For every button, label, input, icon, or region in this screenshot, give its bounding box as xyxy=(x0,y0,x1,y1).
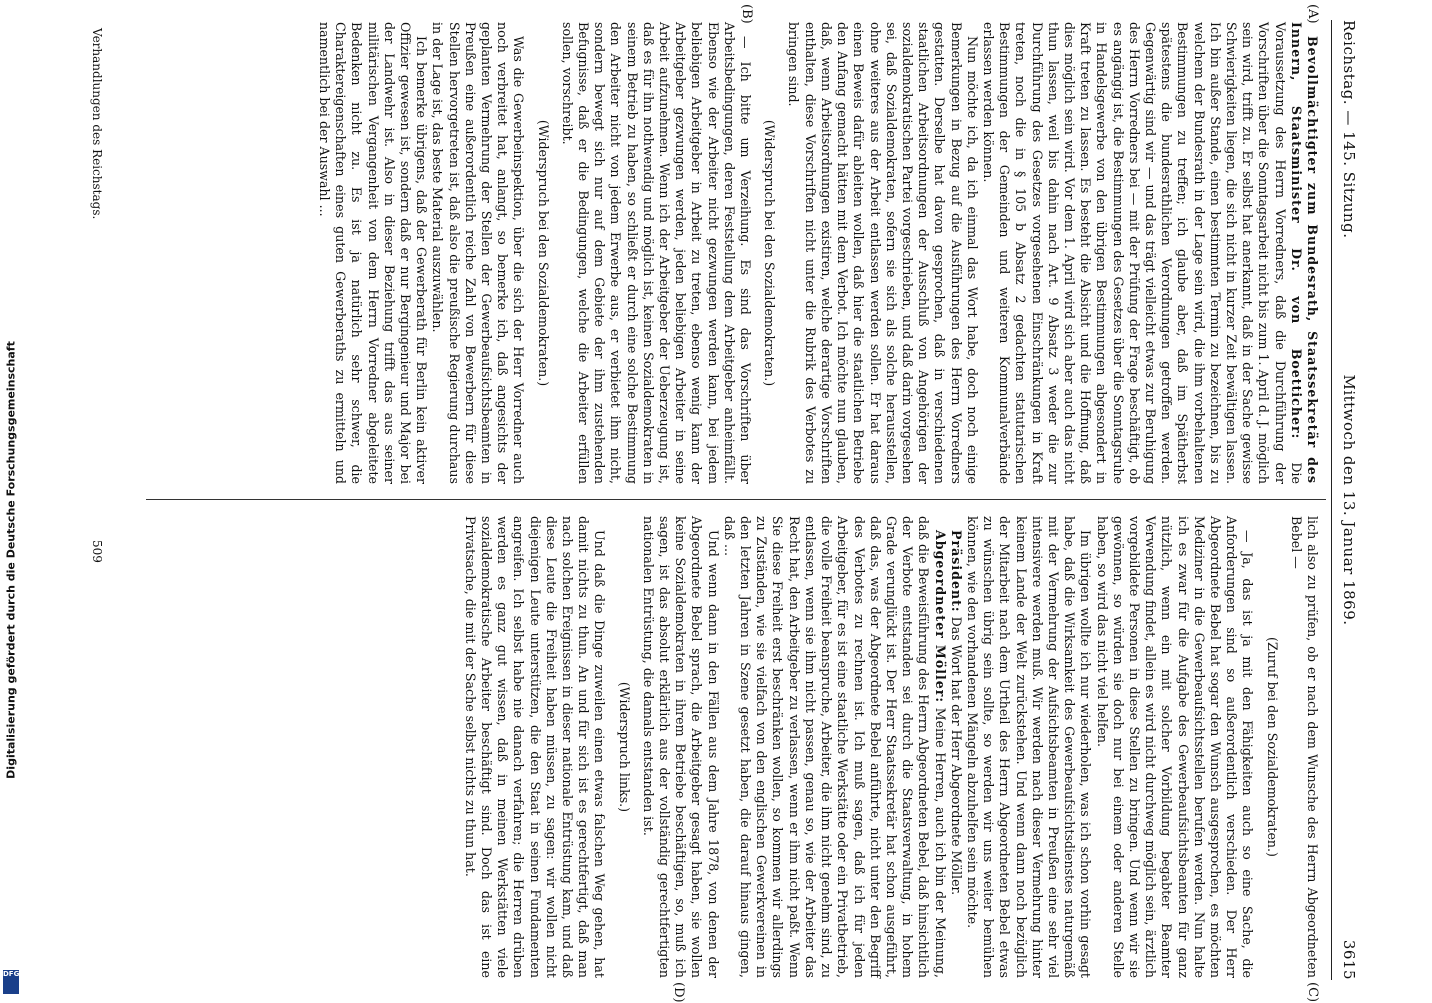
column-divider xyxy=(146,499,1326,500)
page-number: 3615 xyxy=(1340,939,1358,980)
speaker-name: Bevollmächtigter zum Bundesrath, Staatssekretär des Innern, Staatsminister Dr. von Boetticher: xyxy=(1288,22,1320,484)
speech-text: Das Wort hat der Herr Abgeordnete Möller. xyxy=(948,616,964,896)
footer-sheet-number: 509 xyxy=(90,540,104,563)
interjection: (Widerspruch bei den Sozialdemokraten.) xyxy=(762,119,778,387)
footer-signature: Verhandlungen des Reichstags. xyxy=(90,28,104,220)
header-date: Mittwoch den 13. Januar 1869. xyxy=(1340,374,1358,626)
speech-paragraph xyxy=(721,516,948,978)
speech-text: Meine Herren, auch ich bin der Meinung, daß die Beweisführung des Herrn Abgeordneten Bebel, daß hinsichtlich der Verbote entstanden sei durch die Staatsverwaltung, in hohem Grade verunglückt ist. Der Herr Staatssekretär hat schon ausgeführt, daß das, was der Abgeordnete Bebel anführte, nicht unter den Begriff des Verbotes zu rechnen ist. Ich muß sagen, daß ich für jeden Arbeitgeber, für es ist eine staatliche Werkstätte oder ein Privatbetrieb, die volle Freiheit beanspruche, Arbeiter, die ihm nicht genehm sind, zu entlassen, wenn sie ihm nicht passen, genau so, wie der Arbeiter das Recht hat, den Arbeitgeber zu verlassen, wenn er ihm nicht paßt. Wenn Sie diese Freiheit erst beschränken wollen, so kommen wir allerdings zu Zuständen, wie sie vielfach von den englischen Gewerkvereinen in den letzten Jahren in Szene gesetzt haben, die darauf hinaus gingen, daß ... xyxy=(721,516,948,978)
text-paragraph: — Ich bitte um Verzeihung. Es sind das Vorschriften über Arbeitsbedingungen, deren Feststellung dem Arbeitgeber anheimfällt. Ebenso wie der Arbeiter nicht gezwungen werden kann, bei jedem beliebigen Arbeitgeber in Arbeit zu treten, ebenso wenig kann der Arbeitgeber gezwungen werden, jeden beliebigen Arbeiter in seine Arbeit aufzunehmen. Wenn ich der Arbeitgeber der Ueberzeugung ist, daß es für ihn nothwendig und möglich ist, keinen Sozialdemokraten in seinem Betrieb zu haben, so schließt er durch eine solche Bestimmung den Arbeiter nicht von jedem Erwerbe aus, er verbietet ihm nicht, sondern bewegt sich nur auf dem Gebiete der ihm zustehenden Befugnisse, daß er die Bedingungen, welche die Arbeiter erfüllen sollen, vorschreibt. xyxy=(559,22,754,484)
margin-marker-a: (A) xyxy=(1305,4,1320,24)
speaker-name: Abgeordneter Möller: xyxy=(932,530,948,704)
margin-marker-d: (D) xyxy=(671,982,686,1003)
speech-text: Die Voraussetzung des Herrn Vorredners, daß die Durchführung der Vorschriften über die Sonntagsarbeit nicht bis zum 1. April d. J. möglich sein wird, trifft zu. Er selbst hat anerkannt, daß in der Sache gewisse Schwierigkeiten liegen, die sich nicht in kurzer Zeit bewältigen lassen. Ich bin außer Stande, einen bestimmten Termin zu bezeichnen, bis zu welchem der Bundesrath in der Lage sein wird, die ihm vorbehaltenen Bestimmungen zu treffen; ich glaube aber, daß im Spätherbst spätestens die bundesrathlichen Verordnungen getroffen werden. Gegenwärtig sind wir — und das trägt vielleicht etwas zur Beruhigung des Herrn Vorredners bei — mit der Prüfung der Frage beschäftigt, ob es angängig ist, die Bestimmungen des Gesetzes über die Sonntagsruhe in Handelsgewerbe von den übrigen Bestimmungen abgesondert in Kraft treten zu lassen. Es besteht die Absicht und die Hoffnung, daß dies möglich sein wird. Vor dem 1. April wird sich aber auch das nicht thun lassen, weil bis dahin nach Art. 9 Absatz 3 weder die zur Durchführung des Gesetzes vorgesehenen Einschränkungen in Kraft treten, noch die in § 105 b Absatz 2 gedachten statutarischen Bestimmungen der Gemeinden und weiteren Kommunalverbände erlassen werden können. xyxy=(980,22,1304,484)
speech-paragraph xyxy=(948,516,964,978)
header-left: Reichstag. — 145. Sitzung. xyxy=(1340,20,1358,239)
speaker-name: Präsident: xyxy=(948,530,964,613)
rotated-document-page xyxy=(66,0,1366,1003)
page-header xyxy=(1332,20,1358,980)
text-paragraph: Nun möchte ich, da ich einmal das Wort habe, doch noch einige Bemerkungen in Bezug auf die Ausführungen des Herrn Vorredners gestatten. Derselbe hat davon gesprochen, daß in verschiedenen staatlichen Arbeitsordnungen der Ausschluß von Angehörigen der sozialdemokratischen Partei vorgeschrieben, und daß darin vorgesehen sei, daß Sozialdemokraten, sofern sie sich als solche herausstellen, ohne weiteres aus der Arbeit entlassen werden sollen. Er hat daraus einen Beweis dafür ableiten wollen, daß hier die staatlichen Betriebe den Anfang gemacht hätten mit dem Verbot. Ich möchte nun glauben, daß, wenn Arbeitsordnungen existiren, welche derartige Vorschriften enthalten, diese Vorschriften nicht unter die Rubrik des Verbotes zu bringen sind. xyxy=(786,22,980,484)
dfg-credit-text: Digitalisierung gefördert durch die Deutsche Forschungsgemeinschaft xyxy=(4,341,18,779)
header-rule xyxy=(1331,20,1332,980)
text-paragraph: Und daß die Dinge zuweilen einen etwas falschen Weg gehen, hat damit nichts zu thun. An und für sich ist es gerechtfertigt, daß man nach solchen Ereignissen in dieser nationale Entrüstung kam, und daß diese Leute die Freiheit haben müssen, zu sagen: wir wollen nicht diejenigen Leute unterstützen, die den Staat in seinen Fundamenten angreifen. Ich selbst habe nie danach verfahren; die Herren drüben werden es ganz gut wissen, daß in meinen Werkstätten viele sozialdemokratische Arbeiter beschäftigt sind. Doch das ist eine Privatsache, die mit der Sache selbst nichts zu thun hat. xyxy=(462,516,608,978)
text-paragraph: Ich bemerke übrigens, daß der Gewerberath für Berlin kein aktiver Offizier gewesen ist, sondern daß er nur Bergingenieur und Major bei der Landwehr ist. Also in dieser Beziehung trifft das aus seiner militärischen Vergangenheit von dem Herrn Vorredner abgeleitete Bedenken nicht zu. Es ist ja natürlich sehr schwer, die Charaktereigenschaften eines guten Gewerberaths zu ermitteln und namentlich bei der Auswahl ... xyxy=(317,22,430,484)
text-paragraph: — Ja, das ist ja mit den Fähigkeiten auch so eine Sache, die Anforderungen sind so außerordentlich verschieden. Der Herr Abgeordnete Bebel hat sogar den Wunsch ausgesprochen, es möchten Mediziner in die Gewerbeaufsichtsstellen berufen werden. Nun halte ich es zwar für die Aufgabe des Gewerbeaufsichtsbeamten für ganz nützlich, wenn ein mit solcher Vorbildung begabter Beamter Verwendung findet, allein es wird nicht durchweg möglich sein, ärztlich vorgebildete Personen in diese Stellen zu bringen. Und wenn wir sie gewönnen, so würden sie doch nur bei einem oder anderen Stelle haben, so wird das nicht viel helfen. xyxy=(1094,516,1256,978)
interjection: (Zuruf bei den Sozialdemokraten.) xyxy=(1264,637,1280,857)
text-paragraph: Im übrigen wollte ich nur wiederholen, was ich schon vorhin gesagt habe, daß die Wirksamkeit des Gewerbeaufsichtsdienstes naturgemäß mit der Vermehrung der Aufsichtsbeamten in Preußen eine sehr viel intensivere werden muß. Wir werden nach dieser Vermehrung hinter keinem Lande der Welt zurückstehen. Und wenn dann noch bezüglich der Mitarbeit nach dem Urtheil des Herrn Abgeordneten Bebel etwas zu wünschen übrig sein sollte, so werden wir uns weiter bemühen können, wie den vorhandenen Mängeln abzuhelfen sein möchte. xyxy=(964,516,1094,978)
right-column xyxy=(462,516,1320,978)
interjection: (Widerspruch bei den Sozialdemokraten.) xyxy=(535,119,551,387)
margin-marker-c: (C) xyxy=(1305,982,1320,1003)
margin-marker-b: (B) xyxy=(739,4,754,24)
digitization-sidebar xyxy=(0,0,22,1000)
text-paragraph: lich also zu prüfen, ob er nach dem Wunsche des Herrn Abgeordneten Bebel — xyxy=(1288,516,1320,978)
text-paragraph: Was die Gewerbeinspektion, über die sich der Herr Vorredner auch noch verbreitet hat, anlangt, so bemerke ich, daß angesichts der geplanten Vermehrung der Stellen der Gewerbeaufsichtsbeamten in Preußen eine außerordentlich reiche Zahl von Bewerbern für diese Stellen hervorgetreten ist, daß also die preußische Regierung durchaus in der Lage ist, das beste Material auszuwählen. xyxy=(430,22,527,484)
text-paragraph: Und wenn dann in den Fällen aus dem Jahre 1878, von denen der Abgeordnete Bebel sprach, die Arbeitgeber gesagt haben, sie wollen keine Sozialdemokraten in ihrem Betriebe beschäftigen, so, muß ich sagen, ist das absolut erklärlich aus der vollständig gerechtfertigten nationalen Entrüstung, die damals entstanden ist. xyxy=(640,516,721,978)
left-column xyxy=(316,22,1320,484)
interjection: (Widerspruch links.) xyxy=(616,681,632,813)
speech-paragraph xyxy=(980,22,1320,484)
dfg-logo: DFG xyxy=(3,970,19,994)
